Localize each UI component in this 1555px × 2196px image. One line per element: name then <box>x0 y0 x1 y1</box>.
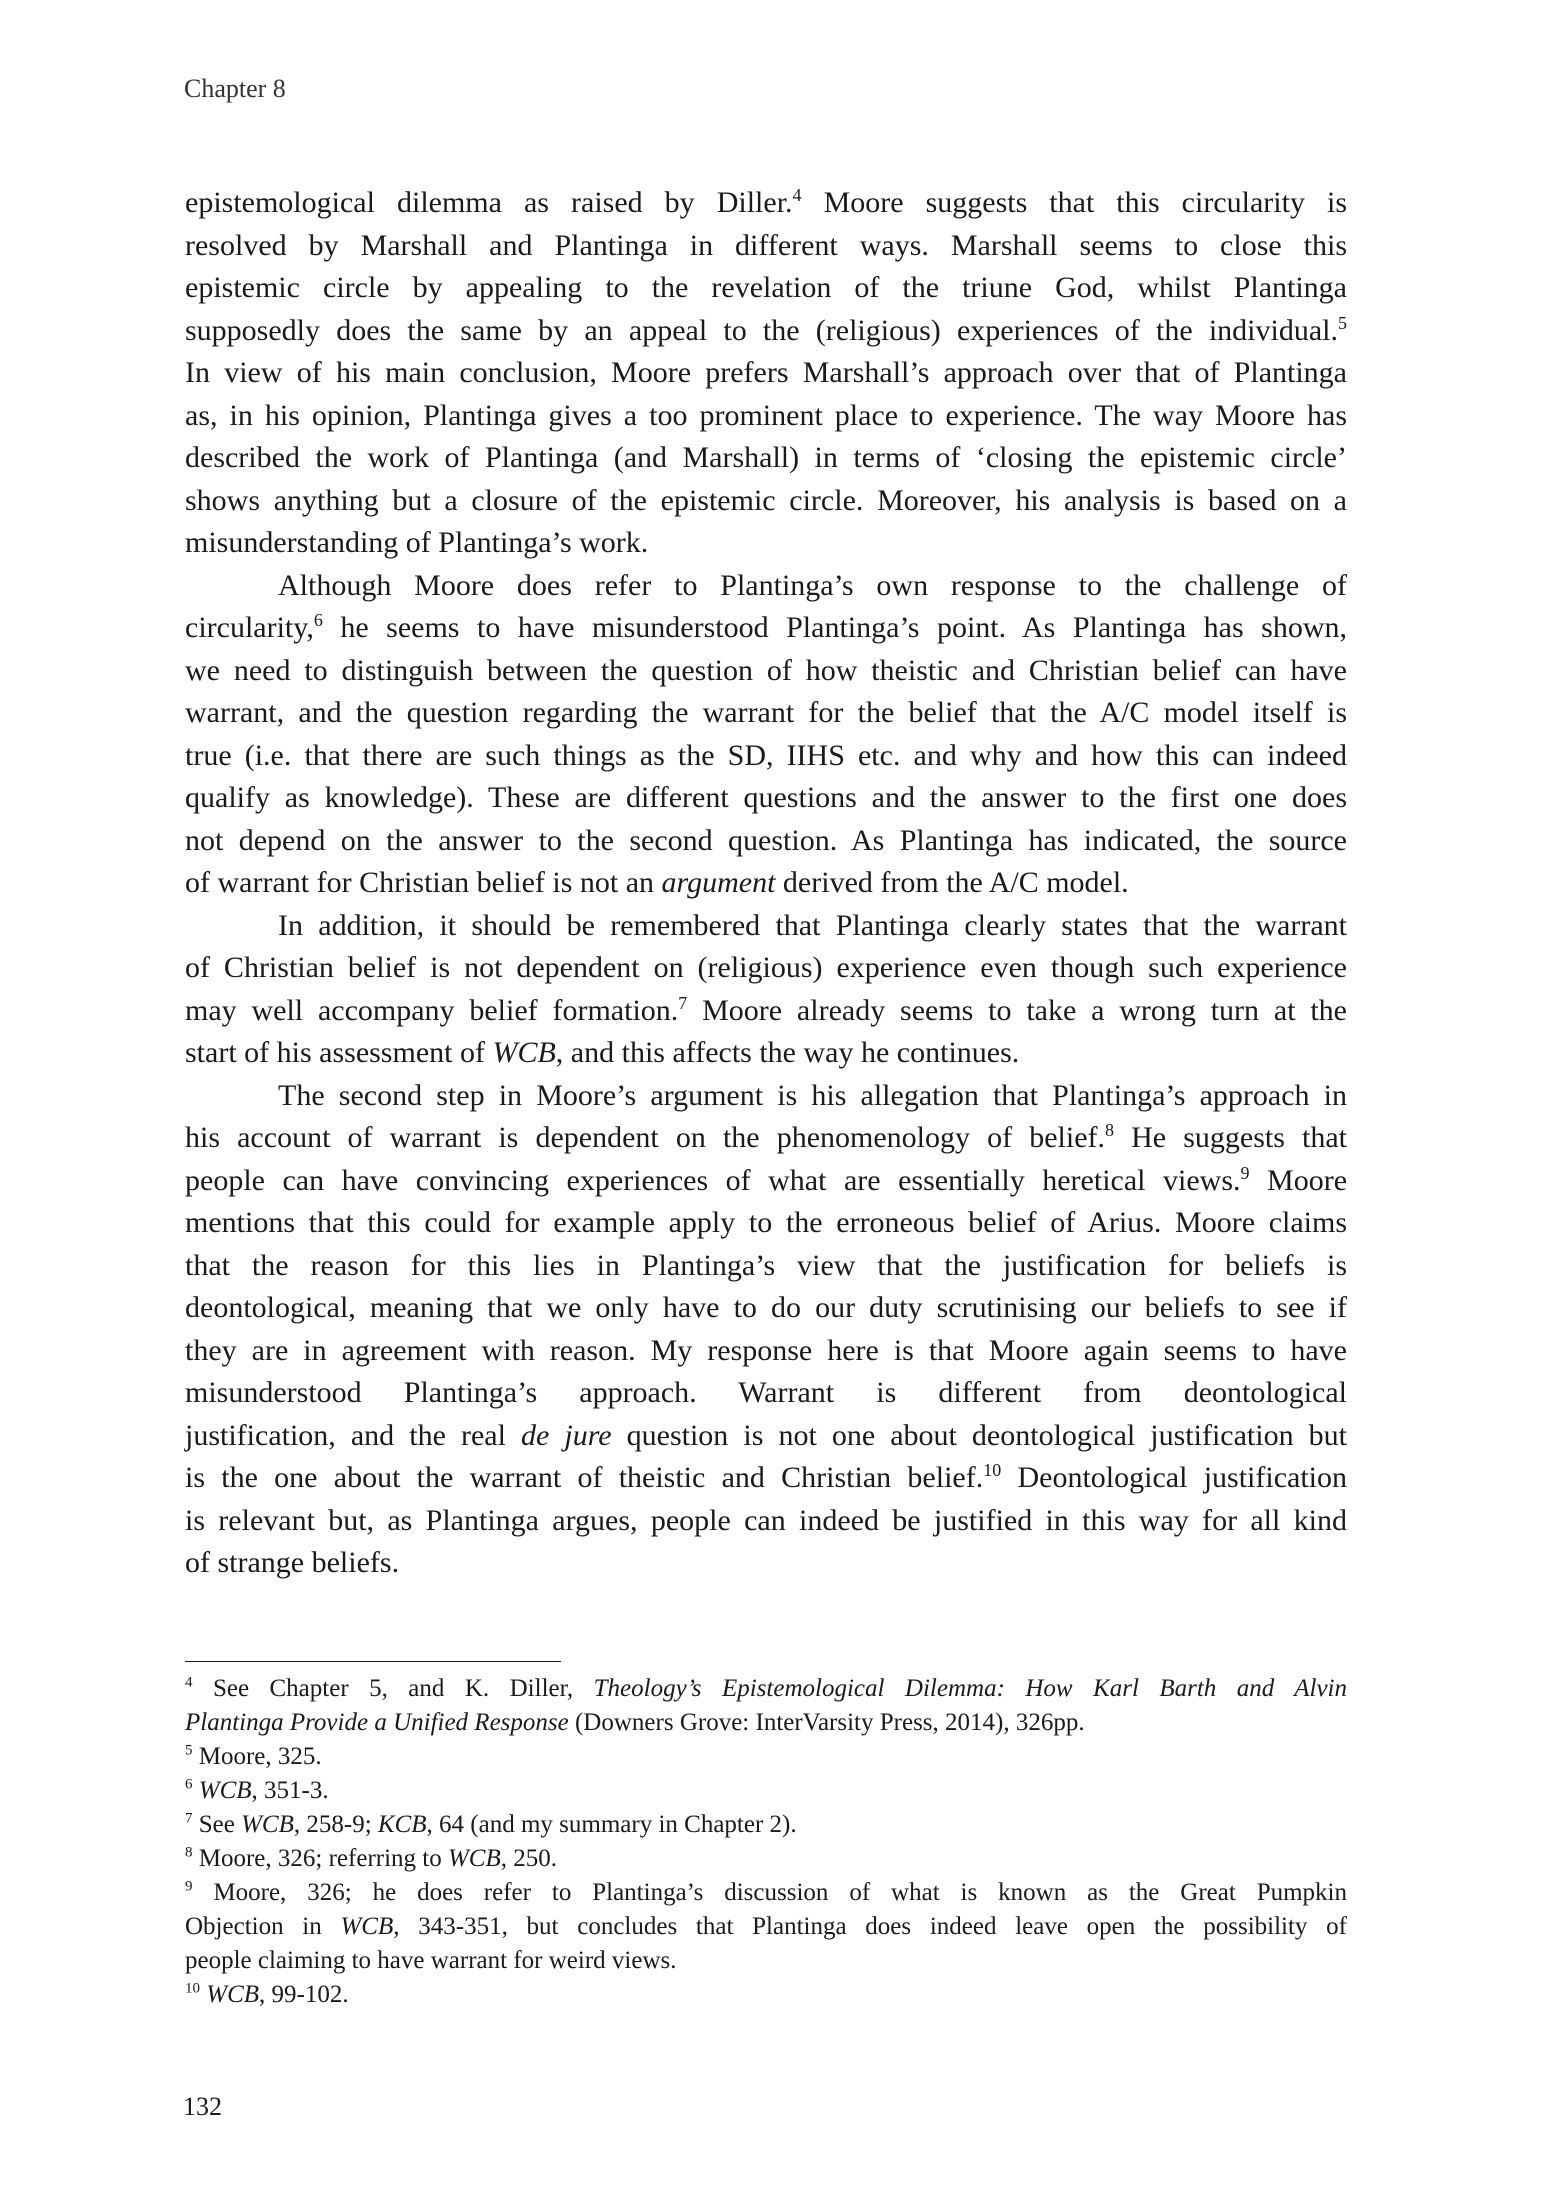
italic-text: WCB <box>447 1845 501 1872</box>
paragraph <box>185 565 1347 905</box>
text-line <box>185 1944 1347 1978</box>
italic-text: argument <box>661 866 776 899</box>
text-run: Moore, 326; he does refer to Plantinga’s discussion of what is known as the Great Pumpkin <box>192 1879 1347 1906</box>
text-line <box>185 905 1347 948</box>
text-run: , 99-102. <box>259 1981 349 2008</box>
text-run: , and this affects the way he continues. <box>555 1036 1020 1069</box>
text-line <box>185 990 1347 1033</box>
italic-text: WCB <box>206 1981 260 2008</box>
text-run: is relevant but, as Plantinga argues, people can indeed be justified in this way for all kind <box>185 1503 1347 1537</box>
text-run: Objection in <box>185 1913 341 1940</box>
text-line <box>185 777 1347 820</box>
italic-text: WCB <box>198 1777 252 1804</box>
text-line <box>185 650 1347 693</box>
footnote-5 <box>185 1740 1347 1774</box>
text-run: misunderstanding of Plantinga’s work. <box>185 526 649 559</box>
text-line <box>185 480 1347 523</box>
text-line <box>185 735 1347 778</box>
text-run: that the reason for this lies in Plantinga’s view that the justification for beliefs is <box>185 1248 1347 1282</box>
footnote-10 <box>185 1978 1347 2012</box>
italic-text: de jure <box>520 1418 612 1452</box>
footnote-6 <box>185 1774 1347 1808</box>
running-head: Chapter 8 <box>184 74 286 103</box>
text-run: may well accompany belief formation. <box>185 993 679 1027</box>
body-text <box>185 182 1347 1585</box>
footnote-marker: 8 <box>1105 1119 1115 1140</box>
text-line <box>185 1740 1347 1774</box>
text-line <box>185 820 1347 863</box>
text-line <box>185 1032 1347 1075</box>
text-run: derived from the A/C model. <box>775 866 1129 899</box>
text-line <box>185 1774 1347 1808</box>
italic-text: WCB <box>340 1913 394 1940</box>
text-run: Moore already seems to take a wrong turn at the <box>687 993 1347 1027</box>
text-line <box>185 310 1347 353</box>
footnote-8 <box>185 1842 1347 1876</box>
text-line <box>185 1245 1347 1288</box>
text-run: Moore <box>1249 1163 1348 1197</box>
footnote-marker: 8 <box>185 1844 193 1861</box>
text-run: we need to distinguish between the question of how theistic and Christian belief can have <box>185 653 1347 687</box>
footnote-marker: 10 <box>983 1459 1002 1480</box>
text-line <box>185 1287 1347 1330</box>
text-run: Moore suggests that this circularity is <box>801 186 1347 219</box>
italic-text: Theology’s Epistemological Dilemma: How Karl Barth and Alvin <box>593 1675 1348 1702</box>
text-line <box>185 1117 1347 1160</box>
text-line <box>185 1457 1347 1500</box>
italic-text: Plantinga Provide a Unified Response <box>185 1709 569 1736</box>
text-run: described the work of Plantinga (and Marshall) in terms of ‘closing the epistemic circle’ <box>185 441 1347 474</box>
text-line <box>185 692 1347 735</box>
text-run: of Christian belief is not dependent on (religious) experience even though such experience <box>185 951 1347 984</box>
text-run: as, in his opinion, Plantinga gives a too prominent place to experience. The way Moore has <box>185 398 1347 432</box>
text-run: question is not one about deontological justification but <box>611 1418 1347 1452</box>
text-run: warrant, and the question regarding the warrant for the belief that the A/C model itself is <box>185 696 1347 729</box>
text-run: , 64 (and my summary in Chapter 2). <box>426 1811 797 1838</box>
text-run: his account of warrant is dependent on the phenomenology of belief. <box>185 1121 1106 1154</box>
text-line <box>185 1500 1347 1543</box>
text-run: of strange beliefs. <box>185 1546 400 1579</box>
text-line <box>185 1910 1347 1944</box>
text-line <box>185 1876 1347 1910</box>
text-run: , 258-9; <box>293 1811 378 1838</box>
text-run: Moore, 326; referring to <box>192 1845 448 1872</box>
text-run: supposedly does the same by an appeal to the (religious) experiences of the individual. <box>185 313 1338 347</box>
text-run: not depend on the answer to the second question. As Plantinga has indicated, the source <box>185 823 1347 857</box>
footnote-marker: 4 <box>792 184 802 205</box>
text-run: In addition, it should be remembered that Plantinga clearly states that the warrant <box>278 908 1347 942</box>
text-run: qualify as knowledge). These are different questions and the answer to the first one does <box>185 781 1347 814</box>
text-line <box>185 947 1347 990</box>
footnote-marker: 10 <box>185 1980 200 1997</box>
text-line <box>185 1330 1347 1373</box>
footnote-marker: 7 <box>678 992 688 1013</box>
italic-text: WCB <box>492 1036 556 1069</box>
text-run: people can have convincing experiences of what are essentially heretical views. <box>185 1163 1241 1197</box>
text-run: justification, and the real <box>185 1418 521 1452</box>
footnote-marker: 9 <box>185 1878 193 1895</box>
footnote-marker: 7 <box>185 1810 193 1827</box>
text-line <box>185 1706 1347 1740</box>
paragraph <box>185 182 1347 565</box>
text-run: , 343-351, but concludes that Plantinga does indeed leave open the possibility of <box>393 1913 1347 1940</box>
text-line <box>185 1372 1347 1415</box>
text-run: people claiming to have warrant for weird views. <box>185 1947 677 1974</box>
text-line <box>185 565 1347 608</box>
text-run: Deontological justification <box>1001 1461 1347 1494</box>
text-run: The second step in Moore’s argument is his allegation that Plantinga’s approach in <box>278 1078 1347 1112</box>
text-run: misunderstood Plantinga’s approach. Warrant is different from deontological <box>185 1376 1347 1409</box>
text-line <box>185 1415 1347 1458</box>
text-line <box>185 607 1347 650</box>
footnotes <box>185 1672 1347 2012</box>
text-line <box>185 1842 1347 1876</box>
footnote-marker: 5 <box>1338 312 1347 333</box>
text-run: true (i.e. that there are such things as the SD, IIHS etc. and why and how this can indeed <box>185 738 1347 772</box>
text-run: start of his assessment of <box>185 1036 493 1069</box>
text-run: epistemological dilemma as raised by Diller. <box>185 186 793 219</box>
text-run: , 250. <box>500 1845 558 1872</box>
text-line <box>185 862 1347 905</box>
text-line <box>185 1160 1347 1203</box>
italic-text: WCB <box>241 1811 294 1838</box>
footnote-marker: 4 <box>185 1674 193 1691</box>
text-line <box>185 1542 1347 1585</box>
text-line <box>185 522 1347 565</box>
italic-text: KCB <box>377 1811 427 1838</box>
text-run: See <box>192 1811 242 1838</box>
text-run: he seems to have misunderstood Plantinga’s point. As Plantinga has shown, <box>322 611 1347 644</box>
footnote-marker: 6 <box>185 1776 193 1793</box>
paragraph <box>185 905 1347 1075</box>
footnote-marker: 9 <box>1240 1162 1250 1183</box>
text-run: (Downers Grove: InterVarsity Press, 2014), 326pp. <box>568 1709 1085 1736</box>
text-run: He suggests that <box>1114 1121 1348 1154</box>
text-run: In view of his main conclusion, Moore prefers Marshall’s approach over that of Plantinga <box>185 356 1347 389</box>
footnote-9 <box>185 1876 1347 1978</box>
text-line <box>185 182 1347 225</box>
text-run: is the one about the warrant of theistic and Christian belief. <box>185 1461 984 1494</box>
footnote-marker: 5 <box>185 1742 193 1759</box>
text-run: resolved by Marshall and Plantinga in different ways. Marshall seems to close this <box>185 228 1347 262</box>
text-run: See Chapter 5, and K. Diller, <box>192 1675 594 1702</box>
page-number: 132 <box>183 2092 222 2121</box>
text-run: of warrant for Christian belief is not an <box>185 866 662 899</box>
text-run: mentions that this could for example apply to the erroneous belief of Arius. Moore claims <box>185 1206 1347 1239</box>
text-run: epistemic circle by appealing to the revelation of the triune God, whilst Plantinga <box>185 271 1347 304</box>
text-line <box>185 437 1347 480</box>
footnote-separator-rule <box>185 1661 561 1662</box>
footnote-4 <box>185 1672 1347 1740</box>
text-line <box>185 352 1347 395</box>
text-run: Although Moore does refer to Plantinga’s own response to the challenge of <box>278 568 1347 602</box>
footnote-7 <box>185 1808 1347 1842</box>
text-run: deontological, meaning that we only have to do our duty scrutinising our beliefs to see if <box>185 1291 1347 1324</box>
text-run: shows anything but a closure of the epistemic circle. Moreover, his analysis is based on a <box>185 483 1347 517</box>
text-line <box>185 1808 1347 1842</box>
text-run: circularity, <box>185 611 314 644</box>
text-line <box>185 1978 1347 2012</box>
text-run: Moore, 325. <box>192 1743 322 1770</box>
footnote-marker: 6 <box>313 609 323 630</box>
text-line <box>185 225 1347 268</box>
text-line <box>185 1075 1347 1118</box>
text-line <box>185 395 1347 438</box>
paragraph <box>185 1075 1347 1585</box>
text-run: they are in agreement with reason. My response here is that Moore again seems to have <box>185 1333 1347 1367</box>
text-run: , 351-3. <box>251 1777 329 1804</box>
text-line <box>185 1202 1347 1245</box>
text-line <box>185 267 1347 310</box>
text-line <box>185 1672 1347 1706</box>
